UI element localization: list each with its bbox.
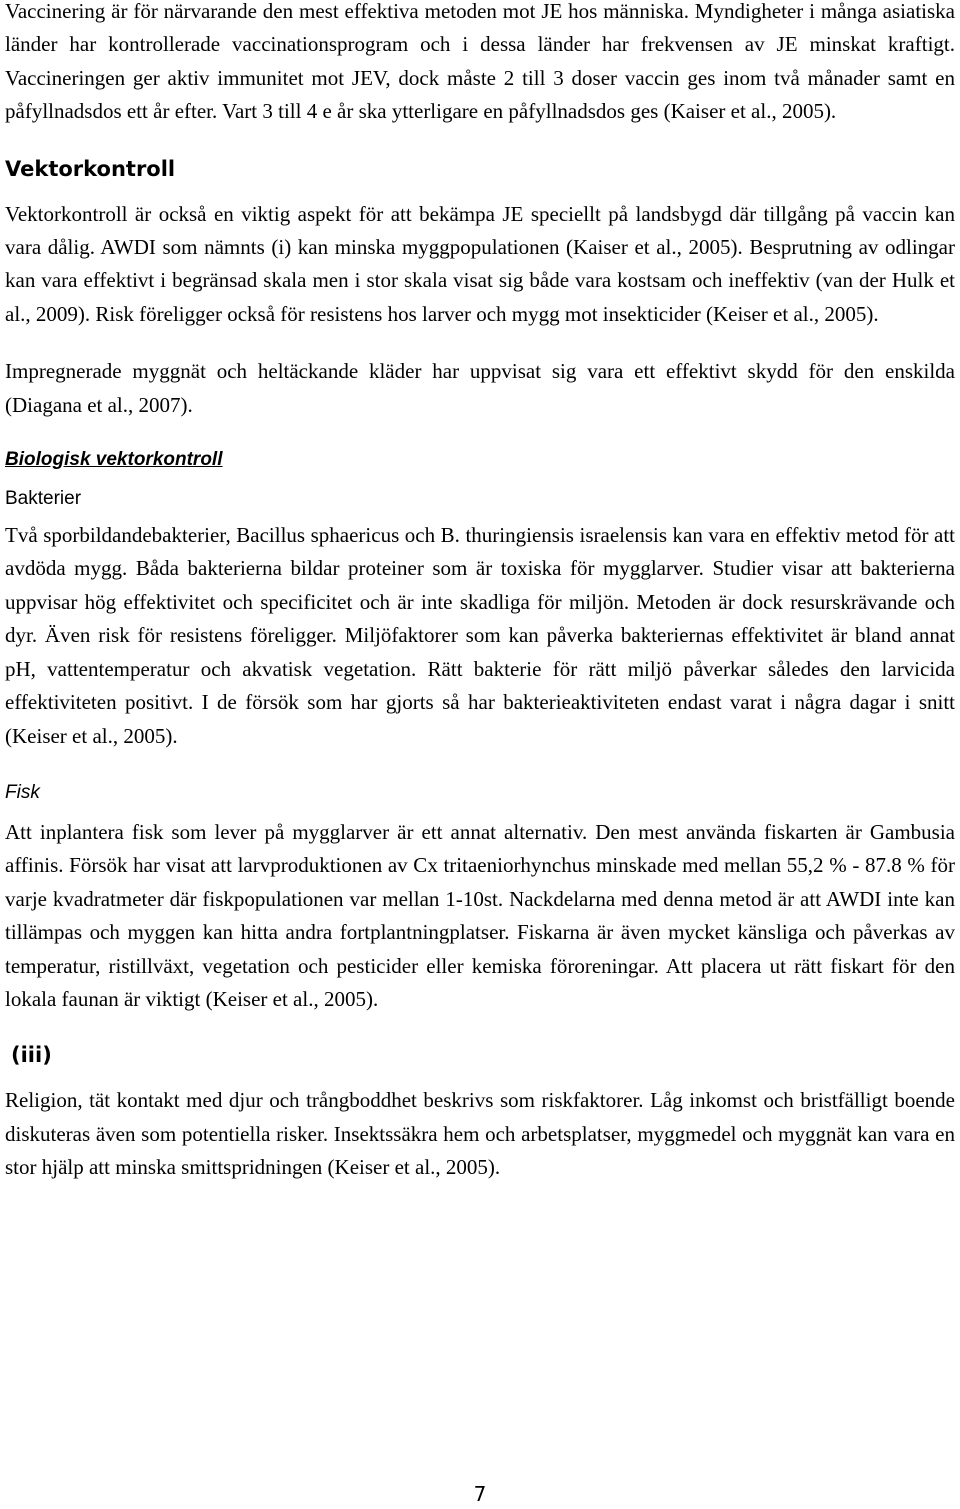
paragraph-vector-control: Vektorkontroll är också en viktig aspekt för att bekämpa JE speciellt på landsbygd där tillgång på vaccin kan vara dålig. AWDI som nämnts (i) kan minska myggpopulationen (Kaiser et al., 2005). Besprutning av odlingar kan vara effektivt i begränsad skala men i stor skala visat sig både vara kostsam och ineffektiv (van der Hulk et al., 2009). Risk föreligger också för resistens hos larver och mygg mot insekticider (Keiser et al., 2005). [5, 201, 955, 326]
paragraph-bacteria: Två sporbildandebakterier, Bacillus sphaericus och B. thuringiensis israelensis kan vara en effektiv metod för att avdöda mygg. Båda bakterierna bildar proteiner som är toxiska för mygglarver. Studier visar att bakterierna uppvisar hög effektivitet och specificitet och är inte skadliga för miljön. Metoden är dock resurskrävande och dyr. Även risk för resistens föreligger. Miljöfaktorer som kan påverka bakteriernas effektivitet är bland annat pH, vattentemperatur och akvatisk vegetation. Rätt bakterie för rätt miljö påverkar således den larvicida effektiviteten positivt. I de försök som har gjorts så har bakterieaktiviteten endast varat i några dagar i snitt (Keiser et al., 2005). [5, 523, 955, 748]
page-number: 7 [473, 1482, 487, 1506]
paragraph-fish: Att inplantera fisk som lever på mygglarver är ett annat alternativ. Den mest använda fiskarten är Gambusia affinis. Försök har visat att larvproduktionen av Cx tritaeniorhynchus minskade med mellan 55,2 % - 87.8 % för varje kvadratmeter där fiskpopulationen var mellan 1-10st. Nackdelarna med denna metod är att AWDI inte kan tillämpas och myggen kan hitta andra fortplantningplatser. Fiskarna är även mycket känsliga och påverkas av temperatur, ristillväxt, vegetation och pesticider eller kemiska föroreningar. Att placera ut rätt fiskart för den lokala faunan är viktigt (Keiser et al., 2005). [5, 819, 955, 1011]
document-page [5, 0, 955, 1185]
heading-section-iii: (iii) [11, 1043, 52, 1068]
heading-vector-control: Vektorkontroll [5, 156, 176, 181]
paragraph-vaccination: Vaccinering är för närvarande den mest effektiva metoden mot JE hos människa. Myndigheter i många asiatiska länder har kontrollerade vaccinationsprogram och i dessa länder har frekvensen av JE minskat kraftigt. Vaccineringen ger aktiv immunitet mot JEV, dock måste 2 till 3 doser vaccin ges inom två månader samt en påfyllnadsdos ett år efter. Vart 3 till 4 e år ska ytterligare en påfyllnadsdos ges (Kaiser et al., 2005). [5, 0, 955, 124]
paragraph-nets: Impregnerade myggnät och heltäckande kläder har uppvisat sig vara ett effektivt skydd för den enskilda (Diagana et al., 2007). [5, 359, 955, 417]
heading-bacteria: Bakterier [5, 488, 82, 510]
heading-fish: Fisk [5, 781, 40, 803]
paragraph-religion: Religion, tät kontakt med djur och trångboddhet beskrivs som riskfaktorer. Låg inkomst och bristfälligt boende diskuteras även som potentiella risker. Insektssäkra hem och arbetsplatser, myggmedel och myggnät kan vara en stor hjälp att minska smittspridningen (Keiser et al., 2005). [5, 1088, 955, 1180]
heading-biological-vector-control: Biologisk vektorkontroll [5, 449, 223, 471]
